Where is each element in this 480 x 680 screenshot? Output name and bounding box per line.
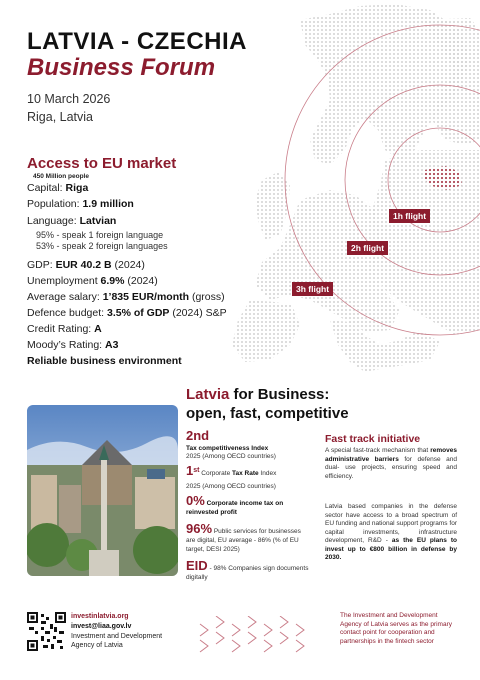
fast-track-paragraph-2 xyxy=(325,503,457,563)
reliable-line xyxy=(27,355,182,367)
gdp-year: (2024) xyxy=(111,259,145,271)
population-value: 1.9 million xyxy=(82,198,134,210)
website-link[interactable]: investinlatvia.org xyxy=(71,613,129,620)
moodys-value: A3 xyxy=(105,339,119,351)
stat-tax-rate-post: Index xyxy=(258,470,277,478)
stat-eid-text: - 98% Companies sign documents digitally xyxy=(186,565,309,581)
defence-line xyxy=(27,307,227,319)
agency-note: The Investment and Development Agency of Latvia serves as the primary contact point for cooperation and partnerships in the fintech sector xyxy=(340,612,452,645)
stat-tax-rate xyxy=(186,463,311,479)
unemployment-line xyxy=(27,275,158,287)
stat-digital-services xyxy=(186,521,311,554)
agency-name-line-1: Investment and Development xyxy=(71,633,163,640)
fast-track-p1-b: removes administrative barriers xyxy=(325,447,457,463)
moodys-line xyxy=(27,339,118,351)
gdp-label: GDP: xyxy=(27,259,56,271)
riga-photo xyxy=(27,405,178,576)
stat-tax-rate-sup: st xyxy=(193,467,200,474)
gdp-line xyxy=(27,259,145,271)
stat-eid-value: EID xyxy=(186,558,208,573)
defence-label: Defence budget: xyxy=(27,307,107,319)
stat-digital-services-text: Public services for businesses are digital, EU average - 86% (% of EU target, DESI 2025) xyxy=(186,528,301,553)
fast-track-p2-a: Latvia based companies in the defense sector have access to a broad spectrum of EU funding and national support programs for capital investments, infrastructure development, R&D - xyxy=(325,503,457,544)
salary-note: (gross) xyxy=(189,291,225,303)
credit-line xyxy=(27,323,102,335)
business-subheading: open, fast, competitive xyxy=(186,405,349,422)
flight-badge-3h: 3h flight xyxy=(292,282,333,296)
credit-label: Credit Rating: xyxy=(27,323,95,335)
flight-badge-2h: 2h flight xyxy=(347,241,388,255)
unemployment-label: Unemployment xyxy=(27,275,101,287)
business-heading-accent: Latvia xyxy=(186,386,230,403)
language-note-1: 95% - speak 1 foreign language xyxy=(36,230,164,240)
stat-tax-rate-bold: Tax Rate xyxy=(232,470,259,478)
salary-line xyxy=(27,291,225,303)
event-date: 10 March 2026 xyxy=(27,92,111,106)
stat-tax-competitiveness-note: 2025 (Among OECD countries) xyxy=(186,453,276,460)
stat-tax-rate-pre: Corporate xyxy=(199,470,232,478)
stat-digital-services-value: 96% xyxy=(186,521,213,536)
eu-market-heading: Access to EU market xyxy=(27,155,177,172)
fast-track-paragraph-1 xyxy=(325,447,457,481)
stat-eid xyxy=(186,558,311,582)
agency-name-line-2: Agency of Latvia xyxy=(71,642,123,649)
stat-tax-rate-note: 2025 (Among OECD countries) xyxy=(186,483,276,490)
language-line xyxy=(27,215,116,227)
decorative-arrows-icon xyxy=(198,616,316,656)
reliable-text: Reliable business environment xyxy=(27,355,182,367)
fast-track-p1-c: for defense and dual- use projects, ensuring speed and efficiency. xyxy=(325,455,457,480)
flight-badge-1h: 1h flight xyxy=(389,209,430,223)
eu-population-note: 450 Million people xyxy=(33,173,89,180)
forum-subtitle: Business Forum xyxy=(27,54,216,81)
email-link[interactable]: invest@liaa.gov.lv xyxy=(71,623,132,630)
salary-label: Average salary: xyxy=(27,291,103,303)
stat-corporate-tax-text: Corporate income tax on reinvested profit xyxy=(186,500,284,516)
stat-tax-competitiveness-rank: 2nd xyxy=(186,428,210,443)
language-label: Language: xyxy=(27,215,80,227)
salary-value: 1’835 EUR/month xyxy=(102,291,190,303)
fast-track-heading: Fast track initiative xyxy=(325,433,421,445)
qr-code-icon[interactable] xyxy=(27,612,66,651)
fast-track-p2-b: as the EU plans to invest up to €800 billion in defense by 2030. xyxy=(325,537,457,561)
capital-value: Riga xyxy=(65,182,89,194)
forum-title: LATVIA - CZECHIA xyxy=(27,28,247,55)
credit-value: A xyxy=(94,323,102,335)
business-heading-rest: for Business: xyxy=(229,386,330,403)
population-line xyxy=(27,198,134,210)
map-west-europe xyxy=(232,300,300,362)
event-location: Riga, Latvia xyxy=(27,110,94,124)
capital-line xyxy=(27,182,88,194)
unemployment-value: 6.9% xyxy=(100,275,125,287)
business-heading xyxy=(186,386,329,403)
stat-corporate-tax xyxy=(186,493,311,517)
stat-corporate-tax-value: 0% xyxy=(186,493,205,508)
fast-track-p1-a: A special fast-track mechanism that xyxy=(325,447,431,454)
moodys-label: Moody’s Rating: xyxy=(27,339,106,351)
defence-value: 3.5% of GDP xyxy=(106,307,170,319)
capital-label: Capital: xyxy=(27,182,66,194)
language-note-2: 53% - speak 2 foreign languages xyxy=(36,241,168,251)
language-value: Latvian xyxy=(79,215,117,227)
stat-tax-rate-rank: 1 xyxy=(186,463,194,479)
population-label: Population: xyxy=(27,198,83,210)
stat-tax-competitiveness-bold: Tax competitiveness Index xyxy=(186,445,269,452)
defence-note: (2024) S&P xyxy=(169,307,227,319)
gdp-value: EUR 40.2 B xyxy=(55,259,112,271)
unemployment-year: (2024) xyxy=(124,275,158,287)
